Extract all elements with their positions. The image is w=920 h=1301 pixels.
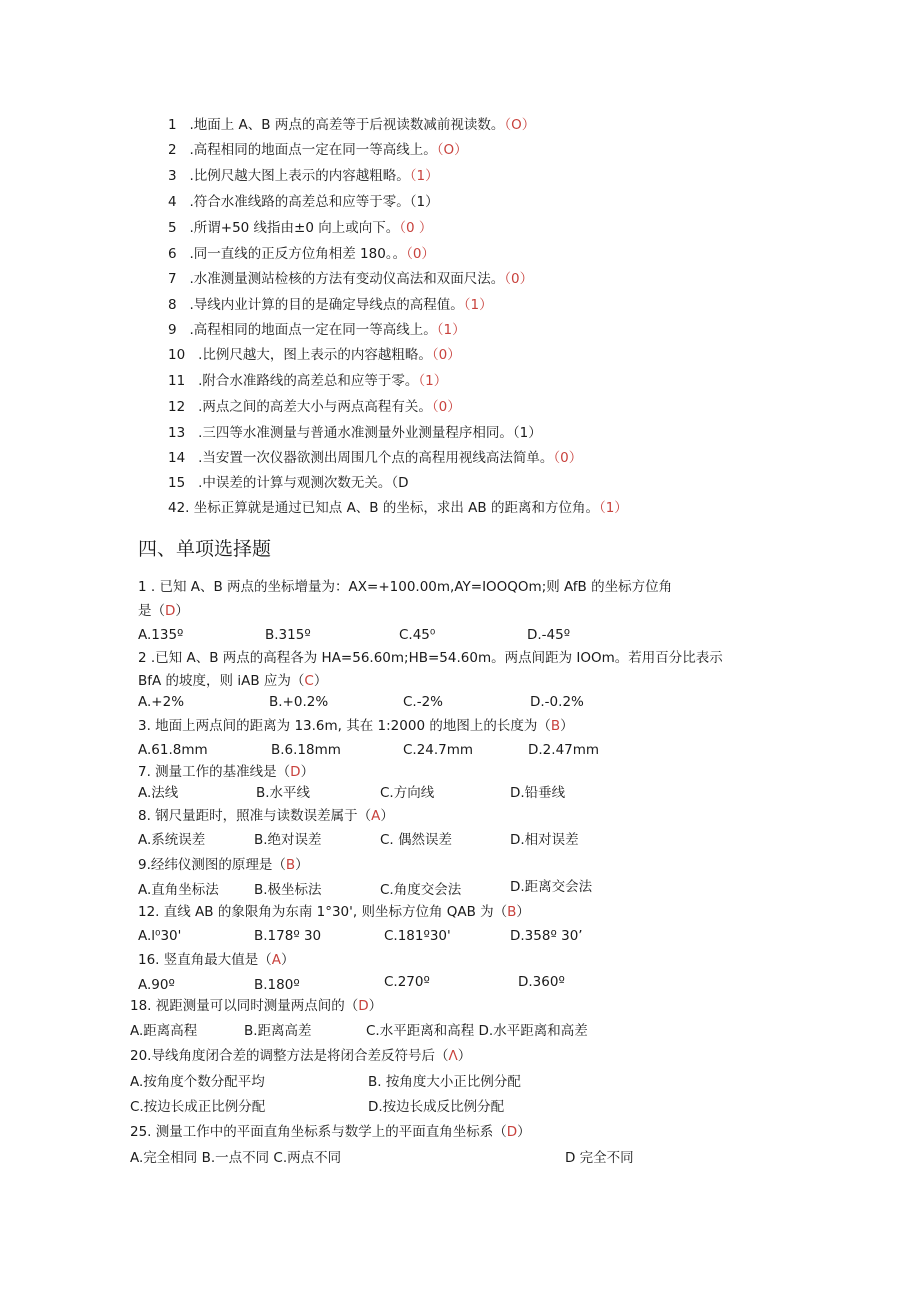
question-text: 9.经纬仪测图的原理是（B） [138, 857, 309, 873]
judgment-item: 8 .导线内业计算的目的是确定导线点的高程值。（1） [168, 297, 493, 313]
option-c: C.按边长成正比例分配 [130, 1099, 266, 1115]
option-a: A.法线 [138, 785, 179, 801]
question-text: 18. 视距测量可以同时测量两点间的（D） [130, 998, 383, 1014]
option-d: D.相对误差 [510, 832, 579, 848]
question-text: 20.导线角度闭合差的调整方法是将闭合差反符号后（Λ） [130, 1048, 472, 1064]
option-c: C.45⁰ [399, 627, 436, 643]
option-a: A.61.8mm [138, 742, 208, 758]
option-b: B.+0.2% [269, 694, 329, 710]
judgment-item: 5 .所谓+50 线指由±0 向上或向下。（0 ） [168, 220, 433, 236]
question-text: 是（D） [138, 603, 189, 619]
option-a: A.135º [138, 627, 184, 643]
option-d: D.358º 30’ [510, 928, 583, 944]
option-d: D 完全不同 [565, 1150, 634, 1166]
option-c: C.24.7mm [403, 742, 474, 758]
judgment-item: 11 .附合水准路线的高差总和应等于零。（1） [168, 373, 448, 389]
option-d: D.铅垂线 [510, 785, 566, 801]
option-a: A.l⁰30' [138, 928, 182, 944]
option-b: B.绝对误差 [254, 832, 322, 848]
option-b: B.6.18mm [271, 742, 341, 758]
question-text: 1 . 已知 A、B 两点的坐标增量为：AX=+100.00m,AY=IOOQOm;则 AfB 的坐标方位角 [138, 579, 673, 595]
question-text: 7. 测量工作的基准线是（D） [138, 764, 315, 780]
option-c: C.181º30' [384, 928, 451, 944]
option-a: A.直角坐标法 [138, 882, 219, 898]
option-d: D.2.47mm [528, 742, 600, 758]
option-a: A.距离高程 [130, 1023, 198, 1039]
option-d: D.距离交会法 [510, 879, 593, 895]
option-c-d: C.水平距离和高程 D.水平距离和高差 [366, 1023, 588, 1039]
question-text: 2 .已知 A、B 两点的高程各为 HA=56.60m;HB=54.60m。两点间距为 IOOm。若用百分比表示 [138, 650, 723, 666]
judgment-item: 7 .水准测量测站检核的方法有变动仪高法和双面尺法。（0） [168, 271, 534, 287]
judgment-item: 14 .当安置一次仪器欲测出周围几个点的高程用视线高法简单。（0） [168, 450, 583, 466]
question-text: 16. 竖直角最大值是（A） [138, 952, 295, 968]
question-text: 25. 测量工作中的平面直角坐标系与数学上的平面直角坐标系（D） [130, 1124, 531, 1140]
option-b: B.水平线 [256, 785, 311, 801]
judgment-item: 42. 坐标正算就是通过已知点 A、B 的坐标，求出 AB 的距离和方位角。（1） [168, 500, 628, 516]
judgment-item: 6 .同一直线的正反方位角相差 180。。（0） [168, 246, 435, 262]
judgment-item: 15 .中误差的计算与观测次数无关。（D [168, 475, 409, 491]
judgment-item: 1 .地面上 A、B 两点的高差等于后视读数减前视读数。（O） [168, 117, 536, 133]
option-d: D.360º [518, 974, 565, 990]
option-c: C.角度交会法 [380, 882, 462, 898]
option-b: B.极坐标法 [254, 882, 322, 898]
option-c: C.方向线 [380, 785, 435, 801]
judgment-item: 3 .比例尺越大图上表示的内容越粗略。（1） [168, 168, 439, 184]
option-d: D.-0.2% [530, 694, 584, 710]
question-text: 8. 钢尺量距时，照准与读数误差属于（A） [138, 808, 394, 824]
option-c: C.-2% [403, 694, 444, 710]
option-b: B.180º [254, 977, 300, 993]
option-b: B.距离高差 [244, 1023, 312, 1039]
option-a: A.按角度个数分配平均 [130, 1074, 265, 1090]
judgment-item: 4 .符合水准线路的高差总和应等于零。（1） [168, 194, 439, 210]
judgment-item: 10 .比例尺越大，图上表示的内容越粗略。（0） [168, 347, 461, 363]
judgment-item: 9 .高程相同的地面点一定在同一等高线上。（1） [168, 322, 466, 338]
question-text: 12. 直线 AB 的象限角为东南 1°30', 则坐标方位角 QAB 为（B） [138, 904, 530, 920]
question-text: BfA 的坡度，则 iAB 应为（C） [138, 673, 328, 689]
option-a: A.系统误差 [138, 832, 206, 848]
option-a: A.+2% [138, 694, 185, 710]
judgment-item: 12 .两点之间的高差大小与两点高程有关。（0） [168, 399, 461, 415]
option-a: A.90º [138, 977, 175, 993]
option-b: B.178º 30 [254, 928, 322, 944]
option-b: B. 按角度大小正比例分配 [368, 1074, 521, 1090]
option-d: D.按边长成反比例分配 [368, 1099, 505, 1115]
option-a-b-c: A.完全相同 B.一点不同 C.两点不同 [130, 1150, 342, 1166]
judgment-item: 2 .高程相同的地面点一定在同一等高线上。（O） [168, 142, 468, 158]
option-c: C. 偶然误差 [380, 832, 453, 848]
judgment-item: 13 .三四等水准测量与普通水准测量外业测量程序相同。（1） [168, 425, 542, 441]
section-title: 四、单项选择题 [138, 538, 272, 560]
option-c: C.270º [384, 974, 430, 990]
option-b: B.315º [265, 627, 311, 643]
option-d: D.-45º [527, 627, 571, 643]
question-text: 3. 地面上两点间的距离为 13.6m, 其在 1:2000 的地图上的长度为（B） [138, 718, 574, 734]
